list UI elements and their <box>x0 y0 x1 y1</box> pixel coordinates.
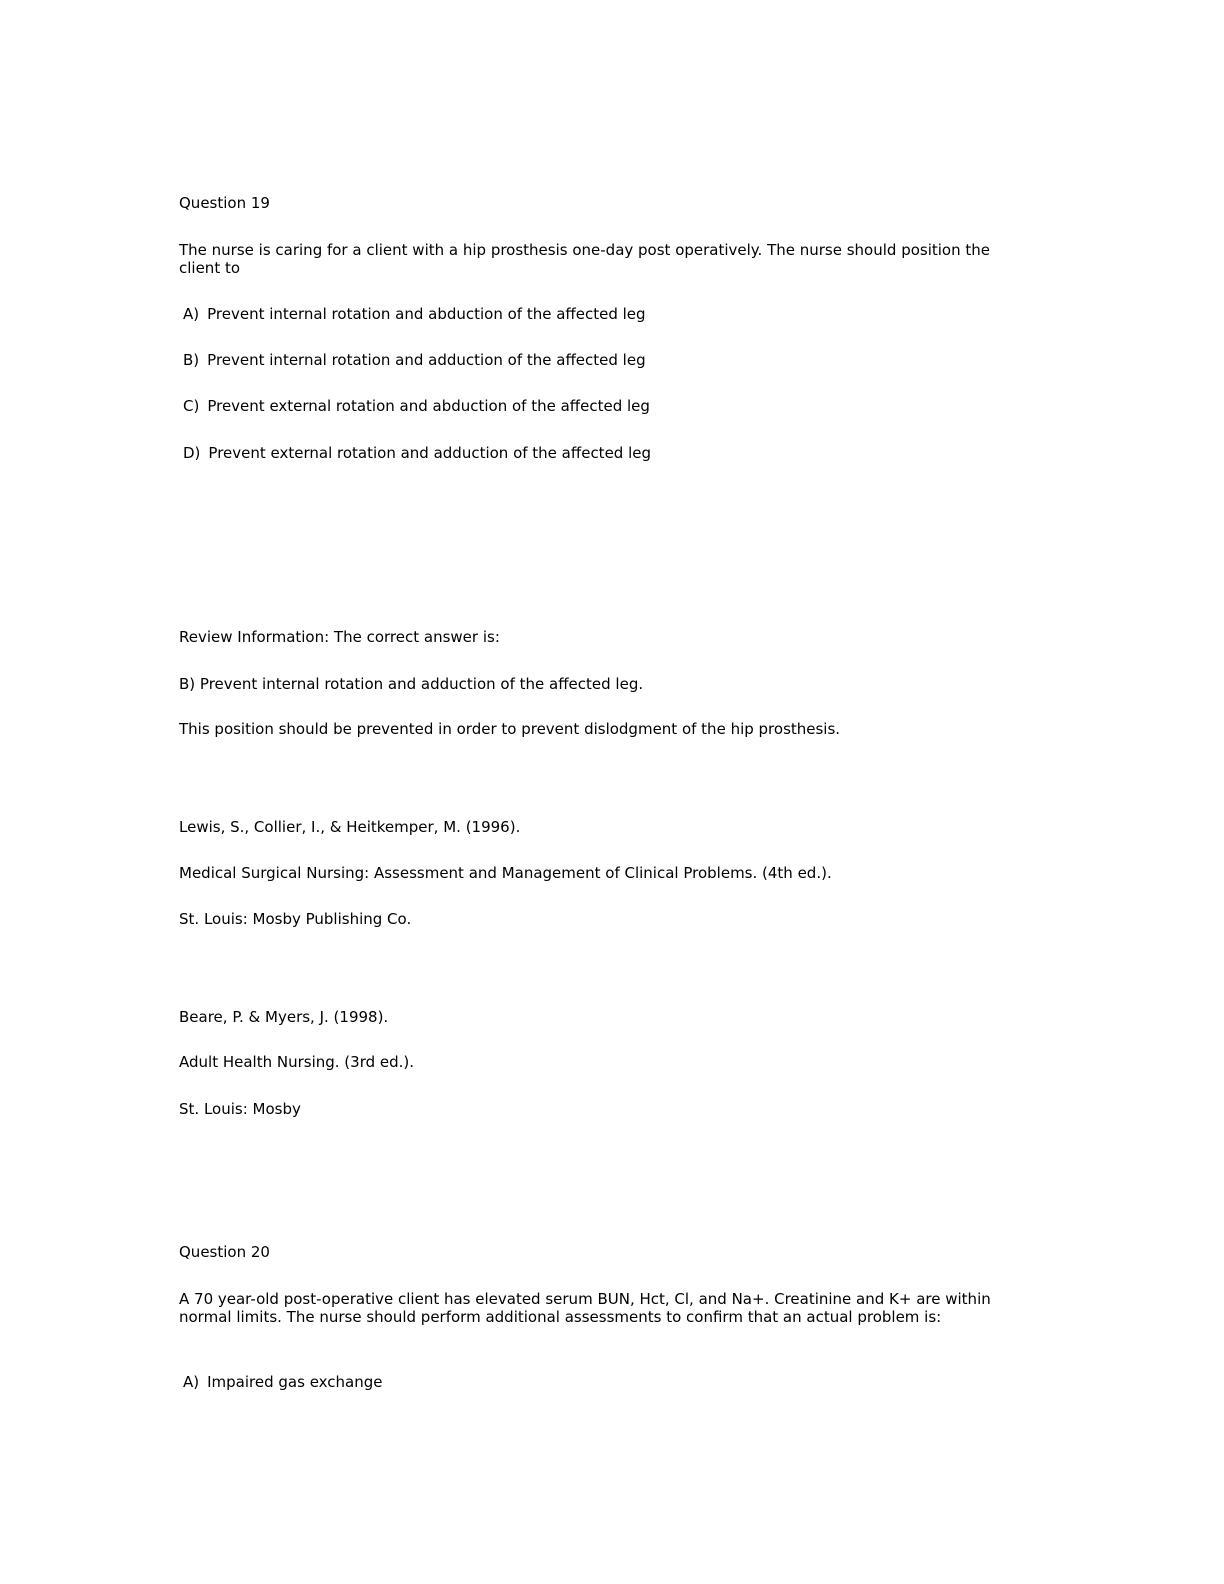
option-text: Impaired gas exchange <box>207 1373 383 1391</box>
option-text: Prevent external rotation and abduction of the affected leg <box>207 397 650 415</box>
option-letter: A) <box>183 305 200 323</box>
correct-answer: B) Prevent internal rotation and adduction of the affected leg. <box>179 675 644 693</box>
reference-2-publisher: St. Louis: Mosby <box>179 1100 301 1118</box>
question-19-option-a <box>183 305 646 323</box>
question-20-option-a <box>183 1373 382 1391</box>
option-letter: A) <box>183 1373 200 1391</box>
question-19-option-c <box>183 397 650 415</box>
option-text: Prevent internal rotation and abduction of the affected leg <box>207 305 646 323</box>
option-text: Prevent internal rotation and adduction of the affected leg <box>207 351 646 369</box>
option-letter: B) <box>183 351 200 369</box>
review-header: Review Information: The correct answer is: <box>179 628 500 646</box>
option-letter: C) <box>183 397 200 415</box>
question-19-heading: Question 19 <box>179 194 270 212</box>
question-19-stem: The nurse is caring for a client with a hip prosthesis one-day post operatively. The nurse should position the client to <box>179 241 990 277</box>
question-19-option-d <box>183 444 651 462</box>
option-text: Prevent external rotation and adduction of the affected leg <box>208 444 652 462</box>
reference-1-title: Medical Surgical Nursing: Assessment and Management of Clinical Problems. (4th ed.). <box>179 864 832 882</box>
question-20-stem: A 70 year-old post-operative client has elevated serum BUN, Hct, Cl, and Na+. Creatinine and K+ are within normal limits. The nurse should perform additional assessments to confirm that an actual problem is: <box>179 1290 991 1326</box>
question-20-heading: Question 20 <box>179 1243 270 1261</box>
reference-1-authors: Lewis, S., Collier, I., & Heitkemper, M. (1996). <box>179 818 521 836</box>
reference-2-authors: Beare, P. & Myers, J. (1998). <box>179 1008 389 1026</box>
rationale: This position should be prevented in order to prevent dislodgment of the hip prosthesis. <box>179 720 841 738</box>
option-letter: D) <box>183 444 201 462</box>
reference-1-publisher: St. Louis: Mosby Publishing Co. <box>179 910 412 928</box>
question-19-option-b <box>183 351 646 369</box>
reference-2-title: Adult Health Nursing. (3rd ed.). <box>179 1053 415 1071</box>
